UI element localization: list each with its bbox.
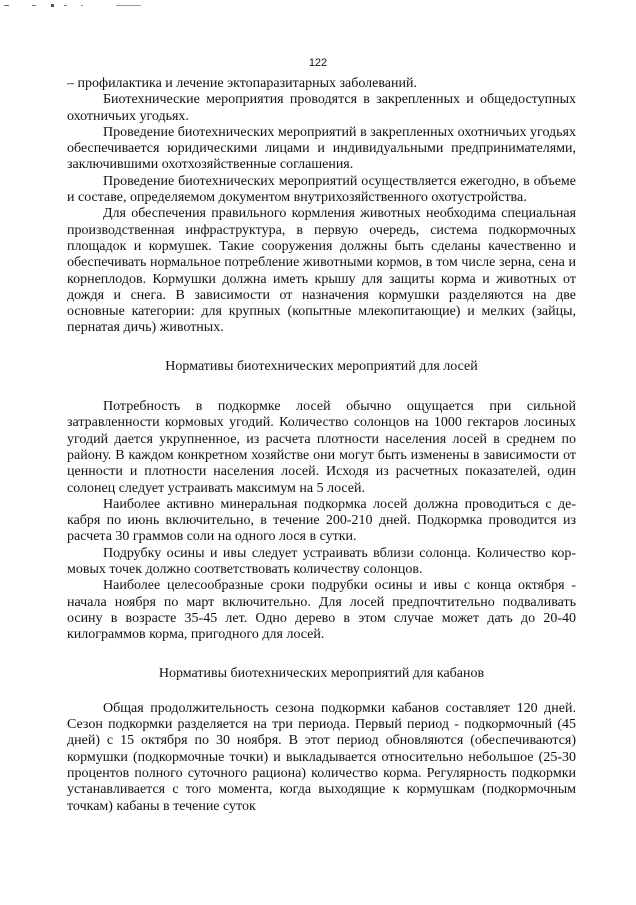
- section-heading-boar: Нормативы биотехнических мероприятий для кабанов: [158, 665, 485, 681]
- paragraph: – профилактика и лечение эктопаразитарных заболеваний.: [67, 76, 417, 91]
- paragraph: Биотехнические мероприятия проводятся в закрепленных и общедоступных охотничьих угодьях.: [67, 92, 576, 124]
- paragraph: Подрубку осины и ивы следует устраивать вблизи солонца. Количество кормовых точек должно соответствовать количеству солонцов.: [67, 545, 576, 578]
- paragraph: Наиболее активно минеральная подкормка лосей должна проводиться с декабря по июнь включительно, в течение 200-210 дней. Подкормка проводится из расчета 30 граммов соли на одного лося в сутки.: [67, 496, 576, 545]
- document-body: [67, 76, 576, 815]
- page-number: 122: [308, 57, 328, 69]
- scan-speck-marks: [4, 2, 154, 10]
- section-heading-moose: Нормативы биотехнических мероприятий для лосей: [165, 358, 478, 374]
- paragraph: Наиболее целесообразные сроки подрубки осины и ивы с конца октября - начала ноября по март включительно. Для лосей предпочтительно подваливать осину в возрасте 35-45 лет. Одно дерево в этом случае может дать до 20-40 килограммов корма, пригодного для лосей.: [67, 578, 576, 643]
- paragraph: Проведение биотехнических мероприятий в закрепленных охотничьих угодьях обеспечивается юридическими лицами и индивидуальными предпринимателями, заключившими охотхозяйственные соглашения.: [67, 124, 576, 173]
- paragraph: Общая продолжительность сезона подкормки кабанов составляет 120 дней. Сезон подкормки разделяется на три периода. Первый период - подкормочный (45 дней) с 15 октября по 30 ноября. В этот период обновляются (обеспечиваются) кормушки (подкормочные точки) и выкладывается относительно небольшое (25-30 процентов полного суточного рациона) количество корма. Регулярность подкормки устанавливается с того момента, когда выходящие к кормушкам (подкормочным точкам) кабаны в течение суток: [67, 700, 576, 814]
- paragraph: Проведение биотехнических мероприятий осуществляется ежегодно, в объеме и составе, определяемом документом внутрихозяйственного охотустройства.: [67, 173, 576, 206]
- paragraph: Для обеспечения правильного кормления животных необходима специальная производственная инфраструктура, в первую очередь, система подкормочных площадок и кормушек. Такие сооружения должны быть сделаны качественно и обеспечивать нормальное потребление животными кормов, в том числе зерна, сена и корнеплодов. Кормушки должна иметь крышу для защиты корма и животных от дождя и снега. В зависимости от назначения кормушки разделяются на две основные категории: для крупных (копытные млекопитающие) и мелких (зайцы, пернатая дичь) животных.: [67, 206, 576, 336]
- paragraph: Потребность в подкормке лосей обычно ощущается при сильной затравленности кормовых угодий. Количество солонцов на 1000 гектаров лосиных угодий дается укрупненное, из расчета плотности населения лосей в среднем по району. В каждом конкретном хозяйстве они могут быть изменены в зависимости от ценности и плотности населения лосей. Исходя из расчетных показателей, один солонец следует устраивать максимум на 5 лосей.: [67, 399, 576, 496]
